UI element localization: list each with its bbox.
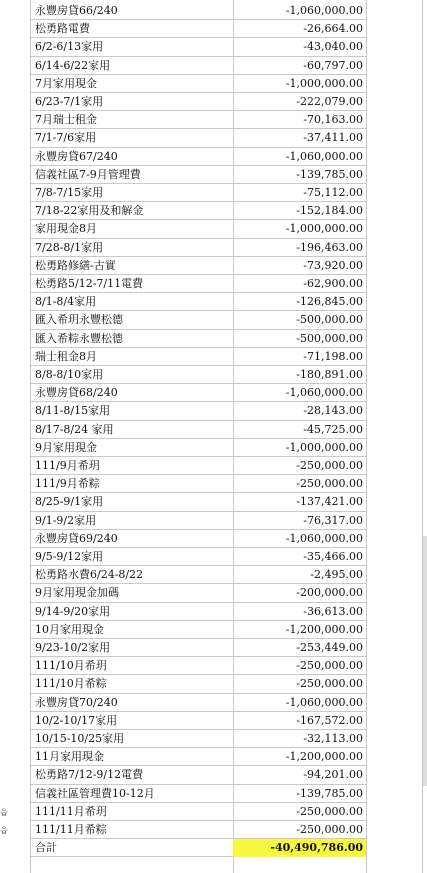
table-row[interactable] [30,366,366,384]
table-row[interactable] [30,766,366,784]
amount-cell[interactable]: -26,664.00 [303,22,363,36]
table-row[interactable] [30,111,366,129]
total-label-cell[interactable]: 合計 [35,841,57,855]
item-name-cell[interactable]: 9/23-10/2家用 [35,641,111,654]
amount-cell[interactable]: -250,000.00 [296,677,363,691]
item-name-cell[interactable]: 8/11-8/15家用 [35,404,111,418]
table-row[interactable] [30,457,366,475]
item-name-cell[interactable]: 9月家用現金 [35,440,97,454]
item-name-cell[interactable]: 永豐房貸67/240 [35,149,118,163]
total-amount-cell[interactable]: -40,490,786.00 [233,839,366,857]
item-name-cell[interactable]: 瑞士租金8月 [35,349,97,363]
amount-cell[interactable]: -94,201.00 [303,768,363,782]
table-row[interactable] [30,657,366,675]
item-name-cell[interactable]: 家用現金8月 [35,222,97,236]
item-name-cell[interactable]: 7月家用現金 [35,76,97,90]
amount-cell[interactable]: -222,079.00 [296,95,363,108]
vertical-scrollbar[interactable] [423,536,427,786]
table-row[interactable] [30,493,366,511]
amount-cell[interactable]: -1,060,000.00 [285,531,363,545]
amount-cell[interactable]: -139,785.00 [296,786,363,800]
amount-cell[interactable]: -43,040.00 [303,40,363,54]
table-row[interactable] [30,748,366,766]
amount-cell[interactable]: -167,572.00 [296,713,363,727]
item-name-cell[interactable]: 松勇路水費6/24-8/22 [35,568,144,582]
amount-cell[interactable]: -196,463.00 [296,240,363,254]
table-row[interactable] [30,803,366,821]
item-name-cell[interactable]: 9/14-9/20家用 [35,604,111,618]
table-row[interactable] [30,712,366,730]
item-name-cell[interactable]: 永豐房貸70/240 [35,695,118,709]
table-row[interactable] [30,348,366,366]
amount-cell[interactable]: -1,060,000.00 [285,4,363,17]
table-row[interactable] [30,57,366,75]
item-name-cell[interactable]: 11月家用現金 [35,750,104,764]
amount-cell[interactable]: -71,198.00 [303,349,363,363]
amount-cell[interactable]: -73,920.00 [303,258,363,272]
amount-cell[interactable]: -35,466.00 [303,550,363,563]
table-row[interactable] [30,202,366,220]
item-name-cell[interactable]: 8/1-8/4家用 [35,295,97,309]
item-name-cell[interactable]: 匯入希玥永豐松德 [35,313,123,327]
amount-cell[interactable]: -2,495.00 [310,568,363,582]
item-name-cell[interactable]: 松勇路5/12-7/11電費 [35,277,144,290]
item-name-cell[interactable]: 10/2-10/17家用 [35,713,118,727]
amount-cell[interactable]: -180,891.00 [296,368,363,381]
table-row[interactable] [30,512,366,530]
table-row[interactable] [30,584,366,602]
table-row[interactable] [30,384,366,402]
amount-cell[interactable]: -1,000,000.00 [285,440,363,454]
item-name-cell[interactable]: 9/1-9/2家用 [35,513,97,527]
table-row[interactable] [30,148,366,166]
table-row[interactable] [30,439,366,457]
item-name-cell[interactable]: 7/8-7/15家用 [35,186,104,199]
table-row[interactable] [30,330,366,348]
item-name-cell[interactable]: 9月家用現金加碼 [35,586,119,600]
table-row[interactable] [30,694,366,712]
amount-cell[interactable]: -250,000.00 [296,659,363,673]
item-name-cell[interactable]: 永豐房貸66/240 [35,4,118,17]
item-name-cell[interactable]: 8/17-8/24 家用 [35,422,114,436]
amount-cell[interactable]: -1,000,000.00 [285,76,363,90]
item-name-cell[interactable]: 8/25-9/1家用 [35,495,104,509]
table-row[interactable] [30,20,366,38]
table-row[interactable] [30,293,366,311]
item-name-cell[interactable]: 6/2-6/13家用 [35,40,104,54]
table-row[interactable] [30,2,366,20]
table-row[interactable] [30,821,366,839]
gridline-col-c [366,0,367,873]
amount-cell[interactable]: -1,060,000.00 [285,386,363,400]
item-name-cell[interactable]: 7/1-7/6家用 [35,131,97,145]
item-name-cell[interactable]: 信義社區7-9月管理費 [35,167,141,181]
item-name-cell[interactable]: 7月瑞士租金 [35,113,97,127]
amount-cell[interactable]: -250,000.00 [296,823,363,836]
item-name-cell[interactable]: 7/18-22家用及和解金 [35,204,144,218]
total-row[interactable] [30,839,366,857]
item-name-cell[interactable]: 松勇路修繕-古實 [35,258,116,272]
left-edge-mark: 읍 [0,808,8,817]
table-row[interactable] [30,785,366,803]
table-row[interactable] [30,530,366,548]
amount-cell[interactable]: -126,845.00 [296,295,363,309]
item-name-cell[interactable]: 9/5-9/12家用 [35,550,104,563]
amount-cell[interactable]: -250,000.00 [296,477,363,491]
item-name-cell[interactable]: 7/28-8/1家用 [35,240,104,254]
item-name-cell[interactable]: 111/11月希玥 [35,804,107,818]
table-row[interactable] [30,184,366,202]
amount-cell[interactable]: -28,143.00 [303,404,363,418]
item-name-cell[interactable]: 111/10月希粽 [35,677,107,691]
amount-cell[interactable]: -250,000.00 [296,804,363,818]
table-row[interactable] [30,93,366,111]
item-name-cell[interactable]: 111/10月希玥 [35,659,107,673]
item-name-cell[interactable]: 111/9月希粽 [35,477,100,491]
table-row[interactable] [30,603,366,621]
amount-cell[interactable]: -1,000,000.00 [285,222,363,236]
item-name-cell[interactable]: 永豐房貸68/240 [35,386,118,400]
amount-cell[interactable]: -1,060,000.00 [285,695,363,709]
item-name-cell[interactable]: 10/15-10/25家用 [35,732,125,745]
table-row[interactable] [30,257,366,275]
left-edge-mark: 읍 [0,826,8,835]
table-row[interactable] [30,421,366,439]
table-row[interactable] [30,275,366,293]
table-row[interactable] [30,402,366,420]
table-row[interactable] [30,566,366,584]
table-row[interactable] [30,38,366,56]
amount-cell[interactable]: -152,184.00 [296,204,363,218]
table-row[interactable] [30,166,366,184]
table-row[interactable] [30,220,366,238]
item-name-cell[interactable]: 信義社區管理費10-12月 [35,786,155,800]
item-name-cell[interactable]: 10月家用現金 [35,622,104,636]
table-row[interactable] [30,311,366,329]
amount-cell[interactable]: -45,725.00 [303,422,363,436]
table-row[interactable] [30,675,366,693]
item-name-cell[interactable]: 匯入希粽永豐松德 [35,331,123,345]
amount-cell[interactable]: -70,163.00 [303,113,363,127]
amount-cell[interactable]: -137,421.00 [296,495,363,509]
amount-cell[interactable]: -75,112.00 [303,186,363,199]
amount-cell[interactable]: -139,785.00 [296,167,363,181]
amount-cell[interactable]: -76,317.00 [303,513,363,527]
amount-cell[interactable]: -500,000.00 [296,331,363,345]
table-row[interactable] [30,639,366,657]
table-row[interactable] [30,239,366,257]
item-name-cell[interactable]: 永豐房貸69/240 [35,531,118,545]
item-name-cell[interactable]: 8/8-8/10家用 [35,368,104,381]
table-row[interactable] [30,621,366,639]
amount-cell[interactable]: -500,000.00 [296,313,363,327]
amount-cell[interactable]: -36,613.00 [303,604,363,618]
item-name-cell[interactable]: 6/23-7/1家用 [35,95,104,108]
table-row[interactable] [30,129,366,147]
table-row[interactable] [30,75,366,93]
amount-cell[interactable]: -1,200,000.00 [285,750,363,764]
amount-cell[interactable]: -37,411.00 [303,131,363,145]
item-name-cell[interactable]: 松勇路電費 [35,22,90,36]
table-row[interactable] [30,730,366,748]
amount-cell[interactable]: -62,900.00 [303,277,363,290]
table-row[interactable] [30,475,366,493]
amount-cell[interactable]: -60,797.00 [303,58,363,72]
table-row[interactable] [30,548,366,566]
amount-cell[interactable]: -1,060,000.00 [285,149,363,163]
amount-cell[interactable]: -32,113.00 [303,732,363,745]
item-name-cell[interactable]: 111/9月希玥 [35,459,100,472]
item-name-cell[interactable]: 松勇路7/12-9/12電費 [35,768,144,782]
amount-cell[interactable]: -250,000.00 [296,459,363,472]
amount-cell[interactable]: -200,000.00 [296,586,363,600]
amount-cell[interactable]: -1,200,000.00 [285,622,363,636]
item-name-cell[interactable]: 6/14-6/22家用 [35,58,111,72]
item-name-cell[interactable]: 111/11月希粽 [35,823,107,836]
amount-cell[interactable]: -253,449.00 [296,641,363,654]
